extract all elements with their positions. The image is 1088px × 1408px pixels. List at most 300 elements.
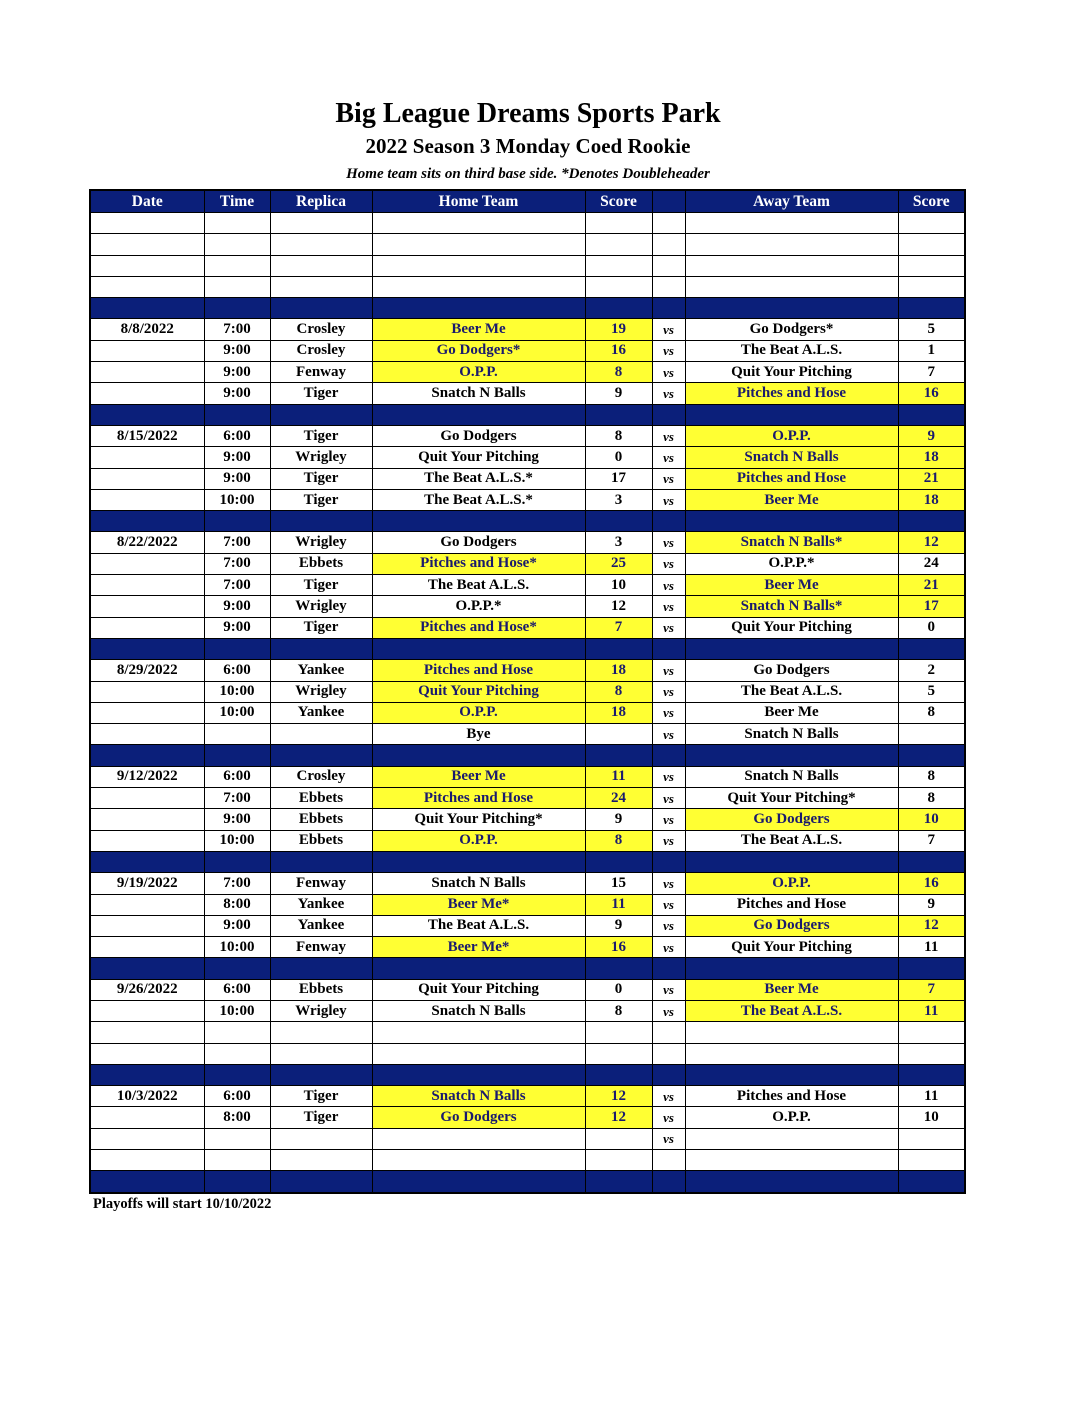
away-team-cell: The Beat A.L.S. [685,681,898,702]
replica-cell: Ebbets [270,830,372,851]
home-score-cell [585,234,652,255]
home-score-cell: 12 [585,1086,652,1107]
vs-cell [652,213,685,234]
vs-cell [652,745,685,766]
vs-cell [652,298,685,319]
away-score-cell: 10 [898,809,965,830]
away-team-cell: Quit Your Pitching [685,617,898,638]
time-cell: 9:00 [204,468,270,489]
home-team-cell [372,958,585,979]
home-score-cell [585,298,652,319]
home-score-cell [585,1171,652,1193]
home-team-cell [372,1022,585,1043]
away-score-cell: 0 [898,617,965,638]
game-row [90,532,965,553]
time-cell [204,404,270,425]
away-team-cell: Snatch N Balls* [685,532,898,553]
home-team-cell [372,234,585,255]
away-score-cell: 17 [898,596,965,617]
time-cell: 10:00 [204,681,270,702]
date-cell [90,1107,204,1128]
time-cell: 8:00 [204,1107,270,1128]
away-team-cell: O.P.P. [685,1107,898,1128]
vs-cell: vs [652,447,685,468]
schedule-body [90,213,965,1193]
home-score-cell: 0 [585,447,652,468]
home-score-cell [585,404,652,425]
date-cell [90,447,204,468]
home-team-cell [372,404,585,425]
time-cell: 9:00 [204,362,270,383]
home-team-cell [372,638,585,659]
game-row [90,915,965,936]
game-row [90,340,965,361]
date-cell [90,1064,204,1085]
away-score-cell: 11 [898,937,965,958]
week-separator-row [90,745,965,766]
away-team-cell: Quit Your Pitching* [685,788,898,809]
home-score-cell: 15 [585,873,652,894]
replica-cell [270,1022,372,1043]
vs-cell [652,1064,685,1085]
home-team-cell: O.P.P. [372,830,585,851]
home-team-cell: Quit Your Pitching* [372,809,585,830]
time-cell: 6:00 [204,1086,270,1107]
away-score-cell: 8 [898,788,965,809]
date-cell [90,511,204,532]
time-cell: 7:00 [204,532,270,553]
vs-cell [652,404,685,425]
replica-cell [270,958,372,979]
vs-cell: vs [652,873,685,894]
time-cell: 9:00 [204,447,270,468]
game-row [90,468,965,489]
home-score-cell: 9 [585,915,652,936]
home-score-cell: 19 [585,319,652,340]
time-cell [204,255,270,276]
home-score-cell [585,1128,652,1149]
replica-cell [270,1043,372,1064]
away-score-cell [898,213,965,234]
away-team-cell: Beer Me [685,979,898,1000]
away-team-cell [685,255,898,276]
away-score-cell: 16 [898,383,965,404]
away-score-cell [898,1150,965,1171]
away-score-cell [898,1043,965,1064]
replica-cell [270,404,372,425]
away-team-cell [685,1022,898,1043]
time-cell [204,511,270,532]
game-row [90,383,965,404]
date-cell [90,638,204,659]
date-cell [90,894,204,915]
time-cell: 6:00 [204,425,270,446]
away-team-cell [685,1128,898,1149]
vs-cell: vs [652,340,685,361]
replica-cell: Tiger [270,489,372,510]
date-cell [90,383,204,404]
game-row [90,809,965,830]
time-cell: 10:00 [204,830,270,851]
date-cell [90,362,204,383]
week-separator-row [90,298,965,319]
game-row [90,425,965,446]
date-cell: 8/8/2022 [90,319,204,340]
game-row [90,447,965,468]
vs-cell [652,958,685,979]
vs-cell [652,1171,685,1193]
date-cell: 8/22/2022 [90,532,204,553]
game-row [90,1107,965,1128]
away-team-cell: Go Dodgers* [685,319,898,340]
date-cell [90,213,204,234]
away-score-cell [898,234,965,255]
replica-cell: Wrigley [270,532,372,553]
vs-cell: vs [652,937,685,958]
away-score-cell: 8 [898,702,965,723]
date-cell [90,340,204,361]
date-cell: 8/15/2022 [90,425,204,446]
vs-cell: vs [652,766,685,787]
away-team-cell: Snatch N Balls [685,447,898,468]
game-row [90,702,965,723]
home-score-cell: 11 [585,894,652,915]
away-team-cell: Go Dodgers [685,809,898,830]
replica-cell: Tiger [270,1086,372,1107]
col-header-away-score: Score [898,190,965,213]
time-cell [204,213,270,234]
game-row [90,660,965,681]
away-score-cell: 7 [898,830,965,851]
away-score-cell: 9 [898,894,965,915]
home-score-cell: 10 [585,575,652,596]
date-cell [90,489,204,510]
home-score-cell: 3 [585,489,652,510]
away-team-cell: Beer Me [685,489,898,510]
home-score-cell [585,511,652,532]
replica-cell: Tiger [270,575,372,596]
time-cell: 10:00 [204,702,270,723]
home-score-cell: 7 [585,617,652,638]
home-score-cell [585,213,652,234]
away-score-cell: 12 [898,532,965,553]
away-score-cell: 7 [898,362,965,383]
home-team-cell [372,255,585,276]
away-score-cell [898,745,965,766]
replica-cell [270,1171,372,1193]
date-cell [90,1043,204,1064]
time-cell: 9:00 [204,596,270,617]
vs-cell: vs [652,1107,685,1128]
vs-cell [652,234,685,255]
away-team-cell [685,234,898,255]
home-team-cell [372,1128,585,1149]
replica-cell: Yankee [270,894,372,915]
away-score-cell: 11 [898,1086,965,1107]
vs-cell: vs [652,617,685,638]
game-row [90,766,965,787]
away-team-cell: The Beat A.L.S. [685,830,898,851]
time-cell: 9:00 [204,915,270,936]
vs-cell [652,851,685,872]
away-team-cell: O.P.P.* [685,553,898,574]
vs-cell: vs [652,809,685,830]
time-cell: 6:00 [204,660,270,681]
home-team-cell: Go Dodgers [372,425,585,446]
game-row [90,788,965,809]
week-separator-row [90,638,965,659]
game-row [90,873,965,894]
away-score-cell [898,276,965,297]
time-cell [204,851,270,872]
home-team-cell [372,745,585,766]
col-header-home-team: Home Team [372,190,585,213]
date-cell: 8/29/2022 [90,660,204,681]
away-team-cell [685,213,898,234]
away-score-cell: 16 [898,873,965,894]
replica-cell [270,511,372,532]
date-cell [90,745,204,766]
away-team-cell: The Beat A.L.S. [685,340,898,361]
home-team-cell: Quit Your Pitching [372,447,585,468]
away-score-cell [898,724,965,745]
away-team-cell: Snatch N Balls* [685,596,898,617]
date-cell [90,937,204,958]
replica-cell: Wrigley [270,1000,372,1021]
vs-cell: vs [652,1128,685,1149]
replica-cell [270,276,372,297]
vs-cell: vs [652,383,685,404]
vs-cell [652,255,685,276]
home-team-cell [372,1171,585,1193]
replica-cell [270,234,372,255]
vs-cell [652,276,685,297]
away-team-cell: Pitches and Hose [685,894,898,915]
replica-cell: Tiger [270,468,372,489]
home-score-cell: 25 [585,553,652,574]
date-cell [90,1022,204,1043]
blank-row [90,1022,965,1043]
col-header-date: Date [90,190,204,213]
time-cell [204,234,270,255]
vs-cell [652,1022,685,1043]
date-cell [90,851,204,872]
away-team-cell [685,958,898,979]
replica-cell: Yankee [270,915,372,936]
vs-cell: vs [652,596,685,617]
replica-cell: Tiger [270,383,372,404]
date-cell [90,724,204,745]
home-team-cell [372,851,585,872]
away-score-cell [898,1128,965,1149]
home-score-cell [585,1022,652,1043]
time-cell: 9:00 [204,809,270,830]
week-separator-row [90,511,965,532]
vs-cell [652,1150,685,1171]
time-cell: 7:00 [204,553,270,574]
date-cell: 9/26/2022 [90,979,204,1000]
home-team-cell: Snatch N Balls [372,873,585,894]
home-team-cell [372,1064,585,1085]
time-cell [204,724,270,745]
week-separator-row [90,404,965,425]
home-score-cell: 16 [585,937,652,958]
home-score-cell: 9 [585,809,652,830]
page-title: Big League Dreams Sports Park [335,98,721,129]
away-team-cell: O.P.P. [685,873,898,894]
week-separator-row [90,958,965,979]
replica-cell [270,1128,372,1149]
vs-cell: vs [652,575,685,596]
replica-cell [270,851,372,872]
date-cell [90,553,204,574]
home-team-cell: Pitches and Hose* [372,617,585,638]
away-score-cell: 24 [898,553,965,574]
date-cell [90,1150,204,1171]
vs-cell: vs [652,489,685,510]
vs-cell: vs [652,979,685,1000]
away-score-cell [898,1171,965,1193]
replica-cell [270,298,372,319]
replica-cell: Ebbets [270,979,372,1000]
home-team-cell: Quit Your Pitching [372,681,585,702]
time-cell: 9:00 [204,340,270,361]
home-team-cell: Pitches and Hose* [372,553,585,574]
game-row [90,1128,965,1149]
replica-cell: Wrigley [270,681,372,702]
vs-cell: vs [652,468,685,489]
away-score-cell: 7 [898,979,965,1000]
col-header-time: Time [204,190,270,213]
blank-row [90,276,965,297]
away-score-cell: 21 [898,468,965,489]
home-team-cell: The Beat A.L.S.* [372,489,585,510]
home-team-cell [372,276,585,297]
home-score-cell: 24 [585,788,652,809]
away-team-cell: Quit Your Pitching [685,362,898,383]
time-cell [204,745,270,766]
home-team-cell [372,511,585,532]
away-team-cell [685,745,898,766]
away-score-cell: 21 [898,575,965,596]
away-team-cell [685,1064,898,1085]
replica-cell: Tiger [270,617,372,638]
date-cell [90,1000,204,1021]
vs-cell: vs [652,532,685,553]
vs-cell: vs [652,319,685,340]
replica-cell [270,1150,372,1171]
date-cell [90,1171,204,1193]
replica-cell [270,213,372,234]
footer-note: Playoffs will start 10/10/2022 [93,1196,272,1212]
time-cell [204,1150,270,1171]
away-score-cell [898,958,965,979]
blank-row [90,213,965,234]
vs-cell: vs [652,660,685,681]
replica-cell [270,745,372,766]
home-score-cell: 12 [585,596,652,617]
game-row [90,575,965,596]
home-score-cell [585,1150,652,1171]
time-cell: 10:00 [204,937,270,958]
time-cell: 10:00 [204,1000,270,1021]
time-cell [204,1043,270,1064]
blank-row [90,1150,965,1171]
away-team-cell: O.P.P. [685,425,898,446]
replica-cell [270,255,372,276]
date-cell [90,958,204,979]
home-team-cell [372,298,585,319]
home-score-cell: 3 [585,532,652,553]
away-team-cell [685,638,898,659]
date-cell [90,915,204,936]
home-score-cell [585,724,652,745]
away-team-cell: Quit Your Pitching [685,937,898,958]
blank-row [90,234,965,255]
time-cell [204,638,270,659]
away-score-cell [898,255,965,276]
home-team-cell: Beer Me* [372,937,585,958]
time-cell: 7:00 [204,575,270,596]
home-team-cell: Snatch N Balls [372,1086,585,1107]
away-team-cell [685,298,898,319]
home-team-cell: Go Dodgers* [372,340,585,361]
date-cell [90,276,204,297]
col-header-away-team: Away Team [685,190,898,213]
date-cell [90,298,204,319]
time-cell [204,276,270,297]
home-score-cell: 17 [585,468,652,489]
date-cell [90,255,204,276]
replica-cell: Wrigley [270,447,372,468]
away-team-cell: Snatch N Balls [685,724,898,745]
away-score-cell: 10 [898,1107,965,1128]
vs-cell: vs [652,681,685,702]
date-cell [90,1128,204,1149]
time-cell [204,1128,270,1149]
away-team-cell [685,1150,898,1171]
date-cell [90,234,204,255]
home-score-cell [585,1064,652,1085]
replica-cell: Yankee [270,702,372,723]
away-score-cell: 8 [898,766,965,787]
away-score-cell: 18 [898,489,965,510]
away-team-cell: Beer Me [685,575,898,596]
date-cell [90,404,204,425]
away-team-cell: Pitches and Hose [685,383,898,404]
replica-cell: Crosley [270,319,372,340]
away-team-cell: Go Dodgers [685,915,898,936]
home-score-cell: 8 [585,362,652,383]
away-team-cell: Pitches and Hose [685,1086,898,1107]
vs-cell: vs [652,788,685,809]
away-score-cell: 11 [898,1000,965,1021]
home-score-cell: 18 [585,702,652,723]
vs-cell [652,1043,685,1064]
date-cell [90,468,204,489]
away-score-cell [898,298,965,319]
home-score-cell: 9 [585,383,652,404]
away-score-cell [898,638,965,659]
replica-cell: Yankee [270,660,372,681]
replica-cell [270,724,372,745]
replica-cell: Fenway [270,362,372,383]
week-separator-row [90,851,965,872]
home-team-cell: Snatch N Balls [372,1000,585,1021]
away-score-cell [898,1022,965,1043]
home-score-cell [585,745,652,766]
schedule-table [89,189,966,1194]
